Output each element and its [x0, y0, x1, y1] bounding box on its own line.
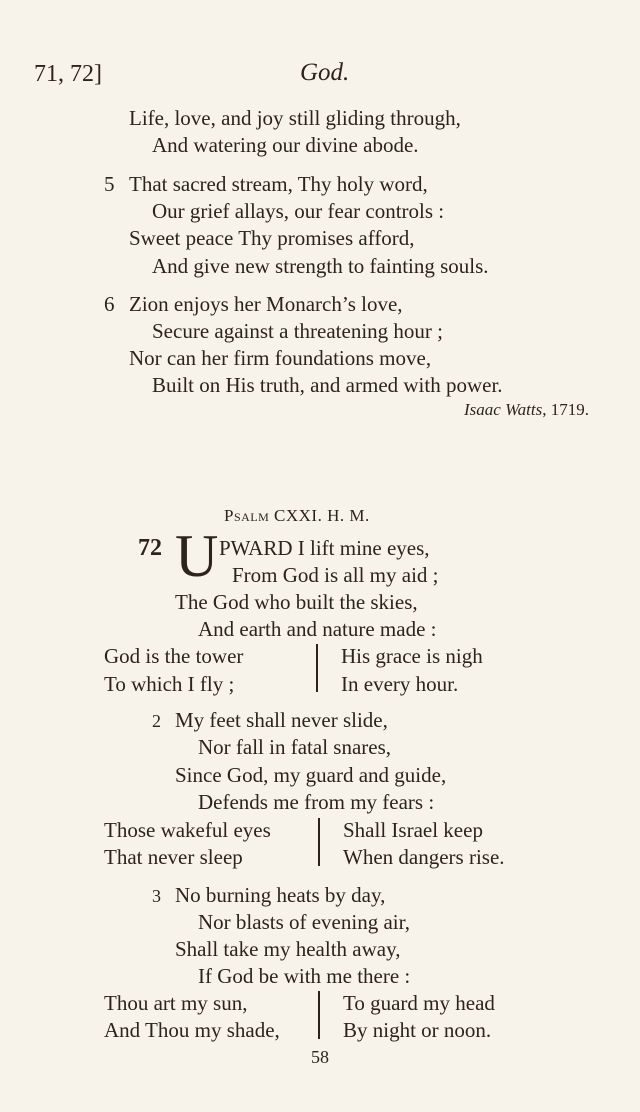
verse-line: And earth and nature made :: [198, 617, 437, 641]
verse-line-left: Thou art my sun,: [104, 991, 248, 1015]
verse-line: PWARD I lift mine eyes,: [219, 536, 430, 560]
stanza-number: 6: [104, 292, 115, 316]
verse-line-right: In every hour.: [341, 672, 459, 696]
verse-line-left: And Thou my shade,: [104, 1018, 280, 1042]
verse-line: From God is all my aid ;: [232, 563, 439, 587]
verse-line: If God be with me there :: [198, 964, 411, 988]
verse-line: And watering our divine abode.: [152, 133, 419, 157]
page-number: 58: [311, 1047, 329, 1067]
verse-line: And give new strength to fainting souls.: [152, 254, 489, 278]
verse-line: Secure against a threatening hour ;: [152, 319, 443, 343]
verse-line-right: Shall Israel keep: [343, 818, 483, 842]
psalm-heading: Psalm CXXI. H. M.: [224, 506, 370, 525]
verse-line: Nor fall in fatal snares,: [198, 735, 392, 759]
hymn-number: 72: [138, 535, 162, 561]
stanza-number: 5: [104, 172, 115, 196]
verse-line-right: When dangers rise.: [343, 845, 505, 869]
verse-line: Built on His truth, and armed with power.: [152, 373, 503, 397]
verse-line-left: To which I fly ;: [104, 672, 235, 696]
stanza-number: 3: [152, 886, 161, 906]
verse-line: The God who built the skies,: [175, 590, 418, 614]
verse-line: Zion enjoys her Monarch’s love,: [129, 292, 403, 316]
stanza-number: 2: [152, 711, 161, 731]
verse-line: Life, love, and joy still gliding through,: [129, 106, 461, 130]
page-numbers: 71, 72]: [34, 61, 102, 87]
verse-line-right: By night or noon.: [343, 1018, 492, 1042]
column-divider: [316, 644, 318, 692]
verse-line: No burning heats by day,: [175, 883, 386, 907]
author-name: Isaac Watts: [464, 400, 543, 419]
verse-line-right: His grace is nigh: [341, 644, 483, 668]
verse-line: Nor blasts of evening air,: [198, 910, 411, 934]
verse-line: Defends me from my fears :: [198, 790, 435, 814]
verse-line-left: That never sleep: [104, 845, 243, 869]
column-divider: [318, 818, 320, 866]
author-attribution: [464, 401, 589, 418]
verse-line: That sacred stream, Thy holy word,: [129, 172, 428, 196]
author-year: , 1719.: [542, 400, 589, 419]
verse-line: Since God, my guard and guide,: [175, 763, 447, 787]
drop-cap: U: [175, 523, 219, 589]
verse-line: Sweet peace Thy promises afford,: [129, 226, 415, 250]
running-title: God.: [300, 59, 350, 86]
verse-line-left: Those wakeful eyes: [104, 818, 271, 842]
verse-line-left: God is the tower: [104, 644, 244, 668]
verse-line: Shall take my health away,: [175, 937, 401, 961]
verse-line: Nor can her firm foundations move,: [129, 346, 432, 370]
verse-line-right: To guard my head: [343, 991, 495, 1015]
verse-line: Our grief allays, our fear controls :: [152, 199, 445, 223]
column-divider: [318, 991, 320, 1039]
verse-line: My feet shall never slide,: [175, 708, 388, 732]
